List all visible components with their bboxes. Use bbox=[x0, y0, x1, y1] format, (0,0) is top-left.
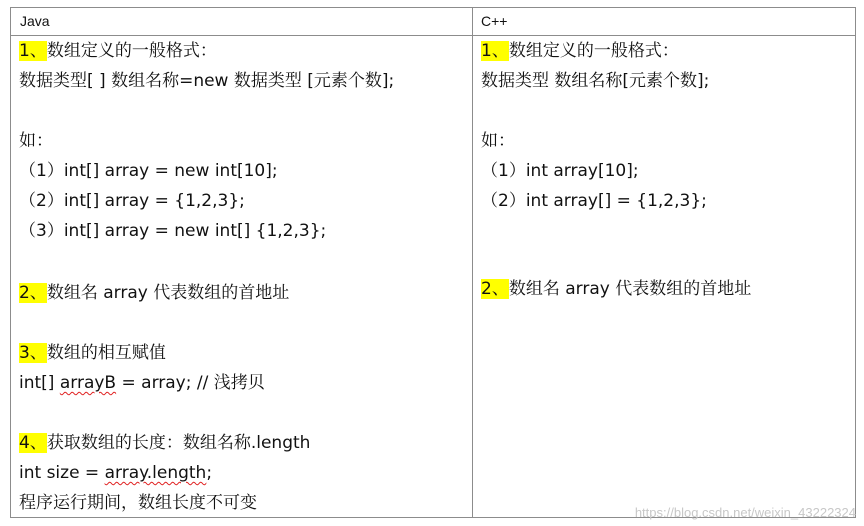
section-text: 获取数组的长度：数组名称.length bbox=[46, 433, 311, 453]
cpp-example-label: 如： bbox=[481, 131, 515, 151]
section-number: 2、 bbox=[19, 283, 47, 303]
java-example-2: （2）int[] array = {1,2,3}; bbox=[19, 191, 245, 211]
section-text: 数组名 array 代表数组的首地址 bbox=[46, 283, 290, 303]
code-part: ; bbox=[206, 463, 213, 483]
java-section-4 bbox=[19, 430, 310, 456]
cpp-example-1: （1）int array[10]; bbox=[481, 161, 639, 181]
cpp-syntax: 数据类型 数组名称[元素个数]; bbox=[481, 71, 710, 91]
section-text: 数组名 array 代表数组的首地址 bbox=[508, 279, 752, 299]
section-text: 数组的相互赋值 bbox=[46, 343, 166, 363]
section-number: 1、 bbox=[19, 41, 47, 61]
cpp-example-2: （2）int array[] = {1,2,3}; bbox=[481, 191, 707, 211]
code-part: int[] bbox=[19, 373, 60, 393]
cpp-section-1 bbox=[481, 38, 679, 64]
header-java: Java bbox=[20, 13, 50, 29]
java-assign-code bbox=[19, 370, 265, 396]
comparison-table bbox=[10, 7, 856, 518]
java-example-label: 如： bbox=[19, 131, 53, 151]
cpp-section-2 bbox=[481, 276, 751, 302]
java-example-3: （3）int[] array = new int[] {1,2,3}; bbox=[19, 221, 327, 241]
code-part: = array; // 浅拷贝 bbox=[116, 373, 265, 393]
section-number: 2、 bbox=[481, 279, 509, 299]
java-section-3 bbox=[19, 340, 166, 366]
java-length-code bbox=[19, 460, 212, 486]
watermark: https://blog.csdn.net/weixin_43222324 bbox=[634, 505, 856, 520]
java-section-2 bbox=[19, 280, 289, 306]
java-example-1: （1）int[] array = new int[10]; bbox=[19, 161, 278, 181]
java-length-note: 程序运行期间，数组长度不可变 bbox=[19, 493, 257, 513]
section-title: 数组定义的一般格式： bbox=[46, 41, 217, 61]
section-number: 3、 bbox=[19, 343, 47, 363]
code-part: int size = bbox=[19, 463, 105, 483]
section-title: 数组定义的一般格式： bbox=[508, 41, 679, 61]
section-number: 1、 bbox=[481, 41, 509, 61]
header-cpp: C++ bbox=[481, 13, 508, 29]
column-divider bbox=[472, 8, 473, 517]
java-syntax: 数据类型[ ] 数组名称=new 数据类型 [元素个数]; bbox=[19, 71, 395, 91]
java-section-1 bbox=[19, 38, 217, 64]
spellcheck-word: array.length bbox=[104, 463, 207, 483]
header-divider bbox=[11, 35, 855, 36]
spellcheck-word: arrayB bbox=[59, 373, 117, 393]
section-number: 4、 bbox=[19, 433, 47, 453]
